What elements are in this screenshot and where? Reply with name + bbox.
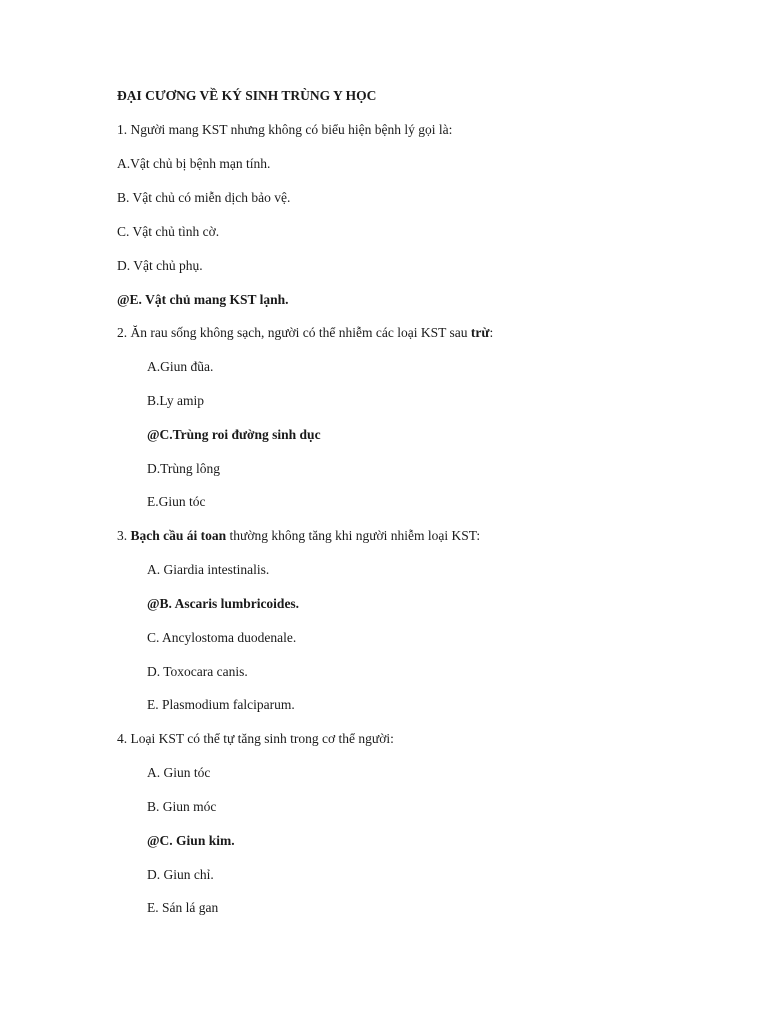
q2-option-b: B.Ly amip xyxy=(147,393,204,408)
question-3 xyxy=(117,528,480,544)
q4-option-e: E. Sán lá gan xyxy=(147,900,219,915)
q4-option-d: D. Giun chỉ. xyxy=(147,867,214,882)
q2-option-e: E.Giun tóc xyxy=(147,494,206,509)
q3-option-a: A. Giardia intestinalis. xyxy=(147,562,270,577)
page-title: ĐẠI CƯƠNG VỀ KÝ SINH TRÙNG Y HỌC xyxy=(117,88,377,103)
q1-option-e-correct: @E. Vật chủ mang KST lạnh. xyxy=(117,292,289,307)
question-2 xyxy=(117,325,493,341)
question-2-text: 2. Ăn rau sống không sạch, người có thể nhiễm các loại KST sau xyxy=(117,325,471,340)
q4-option-b: B. Giun móc xyxy=(147,799,217,814)
question-1: 1. Người mang KST nhưng không có biểu hiện bệnh lý gọi là: xyxy=(117,122,453,137)
question-3-emphasis: Bạch cầu ái toan xyxy=(130,528,227,543)
question-3-number: 3. xyxy=(117,528,131,543)
question-4: 4. Loại KST có thể tự tăng sinh trong cơ thể người: xyxy=(117,731,394,746)
question-2-end: : xyxy=(489,325,494,340)
question-2-emphasis: trừ xyxy=(470,325,490,340)
q1-option-b: B. Vật chủ có miễn dịch bảo vệ. xyxy=(117,190,291,205)
q3-option-b-correct: @B. Ascaris lumbricoides. xyxy=(147,596,300,611)
q3-option-c: C. Ancylostoma duodenale. xyxy=(147,630,297,645)
q4-option-a: A. Giun tóc xyxy=(147,765,211,780)
q2-option-d: D.Trùng lông xyxy=(147,461,221,476)
q1-option-d: D. Vật chủ phụ. xyxy=(117,258,203,273)
q4-option-c-correct: @C. Giun kim. xyxy=(147,833,235,848)
q3-option-e: E. Plasmodium falciparum. xyxy=(147,697,295,712)
q3-option-d: D. Toxocara canis. xyxy=(147,664,248,679)
q1-option-a: A.Vật chủ bị bệnh mạn tính. xyxy=(117,156,271,171)
q2-option-a: A.Giun đũa. xyxy=(147,359,214,374)
q1-option-c: C. Vật chủ tình cờ. xyxy=(117,224,220,239)
question-3-text: thường không tăng khi người nhiễm loại KST: xyxy=(226,528,481,543)
q2-option-c-correct: @C.Trùng roi đường sinh dục xyxy=(147,427,321,442)
